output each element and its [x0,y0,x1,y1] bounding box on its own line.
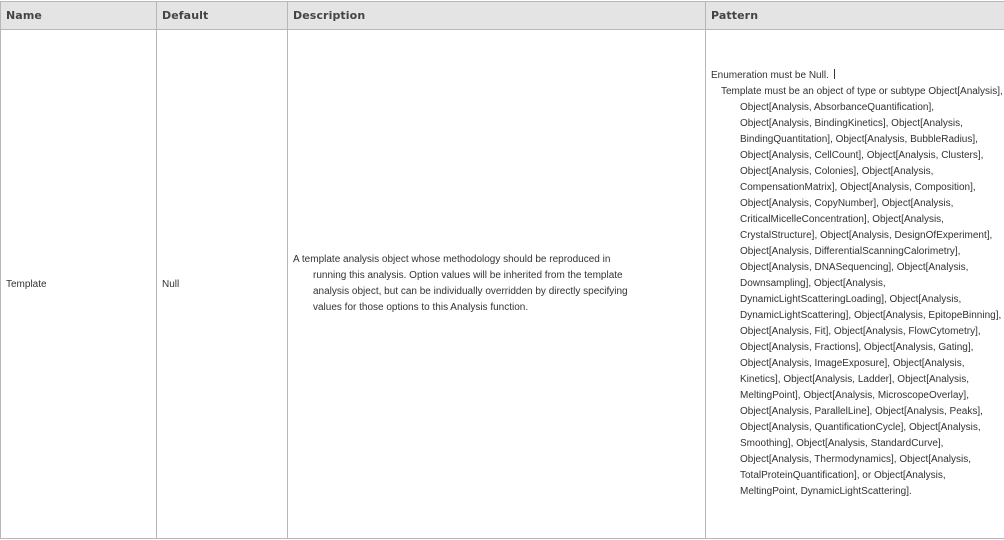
header-description: Description [288,2,706,30]
pattern-enumeration-text: Enumeration must be Null. [711,70,829,81]
cell-name: Template [1,30,157,539]
options-table [0,1,1004,539]
header-pattern: Pattern [706,2,1004,30]
cell-pattern [706,30,1004,539]
pattern-enumeration-line [711,68,1004,84]
table-header-row [1,2,1004,30]
header-name: Name [1,2,157,30]
cell-default: Null [157,30,288,539]
cell-description [288,30,706,539]
table-row [1,30,1004,539]
header-default: Default [157,2,288,30]
description-text: A template analysis object whose methodology should be reproduced in running this analysis. Option values will be inherited from the template analysis object, but can be individually overridden by directly specifying values for those options to this Analysis function. [293,254,628,313]
text-cursor [834,69,835,79]
pattern-template-text: Template must be an object of type or subtype Object[Analysis], Object[Analysis, AbsorbanceQuantification], Object[Analysis, BindingKinetics], Object[Analysis, BindingQuantitation], Object[Analysis, BubbleRadius], Object[Analysis, CellCount], Object[Analysis, Clusters], Object[Analysis, Colonies], Object[Analysis, CompensationMatrix], Object[Analysis, Composition], Object[Analysis, CopyNumber], Object[Analysis, CriticalMicelleConcentration], Object[Analysis, CrystalStructure], Object[Analysis, DesignOfExperiment], Object[Analysis, DifferentialScanningCalorimetry], Object[Analysis, DNASequencing], Object[Analysis, Downsampling], Object[Analysis, DynamicLightScatteringLoading], Object[Analysis, DynamicLightScattering], Object[Analysis, EpitopeBinning], Object[Analysis, Fit], Object[Analysis, FlowCytometry], Object[Analysis, Fractions], Object[Analysis, Gating], Object[Analysis, ImageExposure], Object[Analysis, Kinetics], Object[Analysis, Ladder], Object[Analysis, MeltingPoint], Object[Analysis, MicroscopeOverlay], Object[Analysis, ParallelLine], Object[Analysis, Peaks], Object[Analysis, QuantificationCycle], Object[Analysis, Smoothing], Object[Analysis, StandardCurve], Object[Analysis, Thermodynamics], Object[Analysis, TotalProteinQuantification], or Object[Analysis, MeltingPoint, DynamicLightScattering]. [721,86,1003,497]
